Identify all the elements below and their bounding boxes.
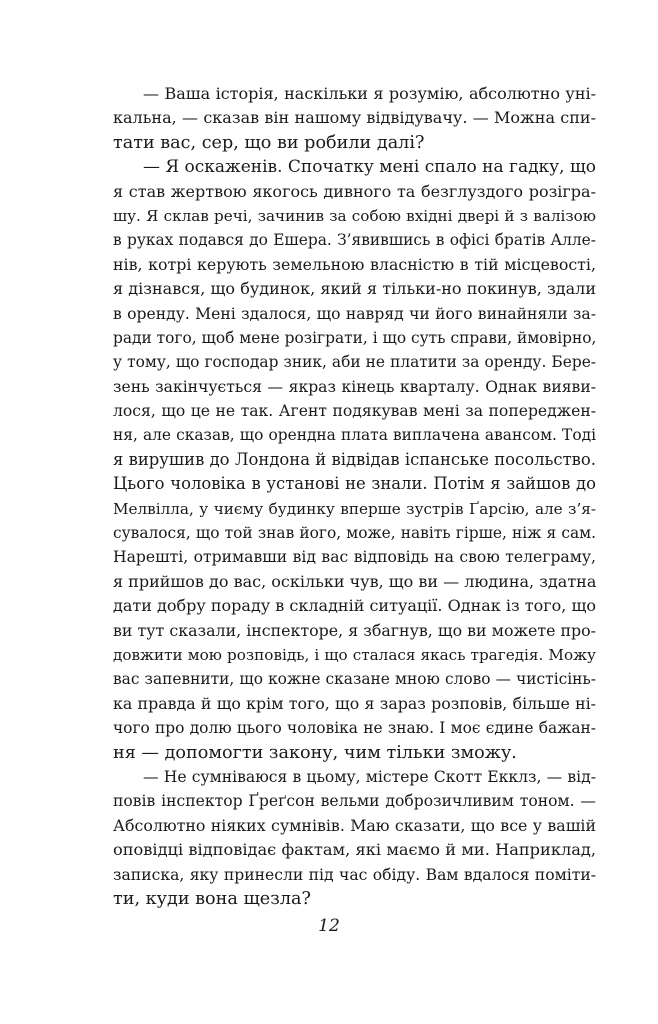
text-line: в оренду. Мені здалося, що навряд чи його винайняли за-	[113, 304, 596, 323]
text-line: кальна, — сказав він нашому відвідувачу. — Можна спи-	[113, 108, 596, 128]
text-line: я вирушив до Лондона й відвідав іспанське посольство.	[113, 449, 596, 469]
text-line: — Не сумніваюся в цьому, містере Скотт Екклз, — від-	[143, 767, 596, 786]
text-line: я прийшов до вас, оскільки чув, що ви — людина, здатна	[113, 571, 597, 591]
text-line: нів, котрі керують земельною власністю в тій місцевості,	[113, 254, 596, 274]
text-line: чого про долю цього чоловіка не знаю. І моє єдине бажан-	[113, 719, 596, 738]
text-line: оповідці відповідає фактам, які маємо й ми. Наприклад,	[113, 840, 596, 860]
text-line: довжити мою розповідь, і що сталася якась трагедія. Можу	[113, 645, 596, 664]
text-line: я став жертвою якогось дивного та безглуздого розігра-	[113, 181, 596, 201]
text-line: дати добру пораду в складній ситуації. Однак із того, що	[113, 596, 596, 616]
text-line: вас запевнити, що кожне сказане мною слово — чистісінь-	[113, 670, 596, 689]
text-line: ви тут сказали, інспекторе, я збагнув, що ви можете про-	[113, 620, 596, 640]
text-line: ка правда й що крім того, що я зараз розповів, більше ні-	[113, 693, 596, 713]
text-line: Мелвілла, у чиєму будинку вперше зустрів Ґарсію, але з’я-	[113, 499, 596, 518]
text-line: лося, що це не так. Агент подякував мені за попереджен-	[113, 402, 596, 421]
text-line: зень закінчується — якраз кінець кварталу. Однак вияви-	[113, 377, 596, 396]
text-line: ня — допомогти закону, чим тільки зможу.	[113, 742, 517, 763]
text-line: я дізнався, що будинок, який я тільки-но покинув, здали	[113, 279, 596, 299]
text-line: Абсолютно ніяких сумнівів. Маю сказати, що все у вашій	[113, 815, 596, 835]
text-line: сувалося, що той знав його, може, навіть гірше, ніж я сам.	[113, 524, 596, 543]
text-line: ти, куди вона щезла?	[113, 888, 311, 909]
text-line: у тому, що господар зник, аби не платити за оренду. Бере-	[113, 353, 596, 372]
text-line: повів інспектор Ґреґсон вельми доброзичливим тоном. —	[113, 792, 596, 811]
paragraph	[113, 82, 596, 155]
page-number: 12	[318, 916, 340, 936]
text-line: шу. Я склав речі, зачинив за собою вхідні двері й з валізою	[113, 206, 596, 225]
text-line: ня, але сказав, що орендна плата виплачена авансом. Тоді	[113, 426, 596, 445]
text-line: — Я оскаженів. Спочатку мені спало на гадку, що	[143, 157, 597, 178]
text-line: в руках подався до Ешера. З’явившись в офісі братів Алле-	[113, 231, 596, 250]
text-line: Нарешті, отримавши від вас відповідь на свою телеграму,	[113, 548, 596, 567]
text-line: — Ваша історія, наскільки я розумію, абсолютно уні-	[143, 84, 596, 103]
paragraph	[113, 765, 596, 911]
paragraph	[113, 155, 596, 765]
text-line: ради того, щоб мене розіграти, і що суть справи, ймовірно,	[113, 328, 597, 347]
text-line: записка, яку принесли під час обіду. Вам вдалося поміти-	[113, 865, 596, 884]
text-line: тати вас, сер, що ви робили далі?	[113, 132, 425, 153]
text-line: Цього чоловіка в установі не знали. Потім я зайшов до	[113, 474, 596, 494]
body-text	[113, 82, 596, 911]
